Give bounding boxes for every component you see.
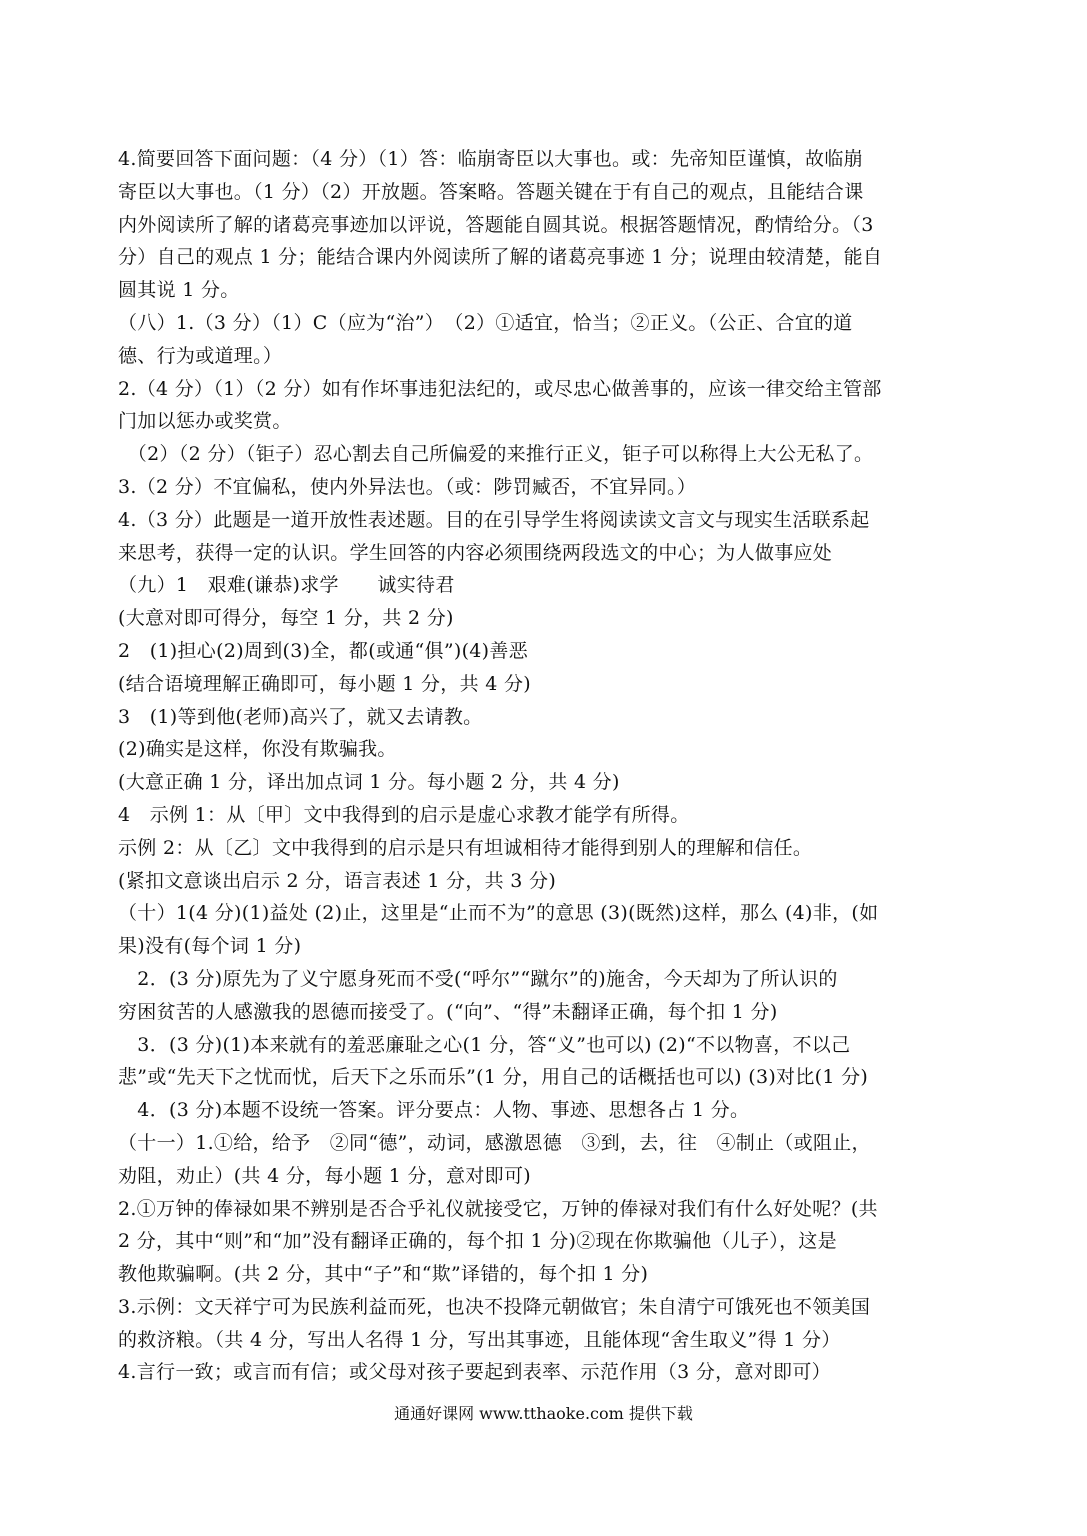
text-line: 的救济粮。（共 4 分，写出人名得 1 分，写出其事迹，且能体现“舍生取义”得 1 分） [118, 1328, 841, 1351]
text-line: 分）自己的观点 1 分；能结合课内外阅读所了解的诸葛亮事迹 1 分；说理由较清楚，能自 [118, 246, 883, 269]
text-line: (大意正确 1 分，译出加点词 1 分。每小题 2 分，共 4 分) [118, 771, 620, 794]
text-line: 3.示例：文天祥宁可为民族利益而死，也决不投降元朝做官；朱自清宁可饿死也不领美国 [118, 1295, 871, 1318]
answer-key-body [118, 143, 978, 1389]
text-line: 劝阻，劝止）(共 4 分，每小题 1 分，意对即可) [118, 1164, 531, 1187]
text-line: 3.（2 分）不宜偏私，使内外异法也。（或：陟罚臧否，不宜异同。） [118, 475, 697, 498]
text-line: 3 (1)等到他(老师)高兴了，就又去请教。 [118, 705, 483, 728]
text-line: （十一）1.①给，给予 ②同“德”，动词，感激恩德 ③到，去，往 ④制止（或阻止， [118, 1131, 871, 1154]
text-line: 示例 2：从〔乙〕文中我得到的启示是只有坦诚相待才能得到别人的理解和信任。 [118, 836, 813, 859]
text-line: （八）1.（3 分）（1）C（应为“治”） （2）①适宜，恰当；②正义。（公正、合宜的道 [118, 311, 853, 334]
text-line: 2．(3 分)原先为了义宁愿身死而不受(“呼尔”“蹴尔”的)施舍，今天却为了所认识的 [118, 967, 838, 990]
text-line: 悲”或“先天下之忧而忧，后天下之乐而乐”(1 分，用自己的话概括也可以) (3)对比(1 分) [118, 1066, 869, 1089]
text-line: 圆其说 1 分。 [118, 279, 240, 302]
text-line: 4．(3 分)本题不设统一答案。评分要点：人物、事迹、思想各占 1 分。 [118, 1099, 750, 1122]
text-line: 2 (1)担心(2)周到(3)全，都(或通“俱”)(4)善恶 [118, 639, 528, 662]
text-line: 4 示例 1：从〔甲〕文中我得到的启示是虚心求教才能学有所得。 [118, 803, 690, 826]
text-line: (结合语境理解正确即可，每小题 1 分，共 4 分) [118, 672, 531, 695]
text-line: (2)确实是这样，你没有欺骗我。 [118, 738, 397, 761]
text-line: 4.（3 分）此题是一道开放性表述题。目的在引导学生将阅读读文言文与现实生活联系起 [118, 508, 870, 531]
text-line: 来思考，获得一定的认识。学生回答的内容必须围绕两段选文的中心；为人做事应处 [118, 541, 833, 564]
text-line: 内外阅读所了解的诸葛亮事迹加以评说，答题能自圆其说。根据答题情况，酌情给分。（3 [118, 213, 874, 236]
text-line: （2）（2 分）（钜子）忍心割去自己所偏爱的来推行正义，钜子可以称得上大公无私了。 [118, 443, 874, 466]
text-line: 果)没有(每个词 1 分) [118, 935, 302, 958]
text-line: 教他欺骗啊。(共 2 分，其中“子”和“欺”译错的，每个扣 1 分) [118, 1263, 649, 1286]
text-line: 2.①万钟的俸禄如果不辨别是否合乎礼仪就接受它，万钟的俸禄对我们有什么好处呢？(共 [118, 1197, 878, 1220]
text-line: 3．(3 分)(1)本来就有的羞恶廉耻之心(1 分，答“义”也可以) (2)“不以物喜，不以己 [118, 1033, 851, 1056]
text-line: (紧扣文意谈出启示 2 分，语言表述 1 分，共 3 分) [118, 869, 557, 892]
text-line: （十）1(4 分)(1)益处 (2)止，这里是“止而不为”的意思 (3)(既然)这样，那么 (4)非，(如 [118, 902, 879, 925]
text-line: 门加以惩办或奖赏。 [118, 410, 292, 433]
text-line: 2 分，其中“则”和“加”没有翻译正确的，每个扣 1 分)②现在你欺骗他（儿子），这是 [118, 1230, 837, 1253]
text-line: （九）1 艰难(谦恭)求学 诚实待君 [118, 574, 455, 597]
text-line: 4.简要回答下面问题：（4 分）（1）答：临崩寄臣以大事也。或：先帝知臣谨慎，故临崩 [118, 148, 863, 170]
text-line: 4.言行一致；或言而有信；或父母对孩子要起到表率、示范作用（3 分，意对即可） [118, 1361, 831, 1384]
text-line: 穷困贫苦的人感激我的恩德而接受了。(“向”、“得”未翻译正确，每个扣 1 分) [118, 1000, 778, 1023]
text-line: (大意对即可得分，每空 1 分，共 2 分) [118, 607, 454, 630]
page-footer: 通通好课网 www.tthaoke.com 提供下载 [394, 1404, 693, 1423]
text-line: 寄臣以大事也。（1 分）（2）开放题。答案略。答题关键在于有自己的观点，且能结合课 [118, 180, 864, 203]
text-line: 2.（4 分）（1）（2 分）如有作坏事违犯法纪的，或尽忠心做善事的，应该一律交给主管部 [118, 377, 882, 400]
text-line: 德、行为或道理。） [118, 344, 283, 367]
